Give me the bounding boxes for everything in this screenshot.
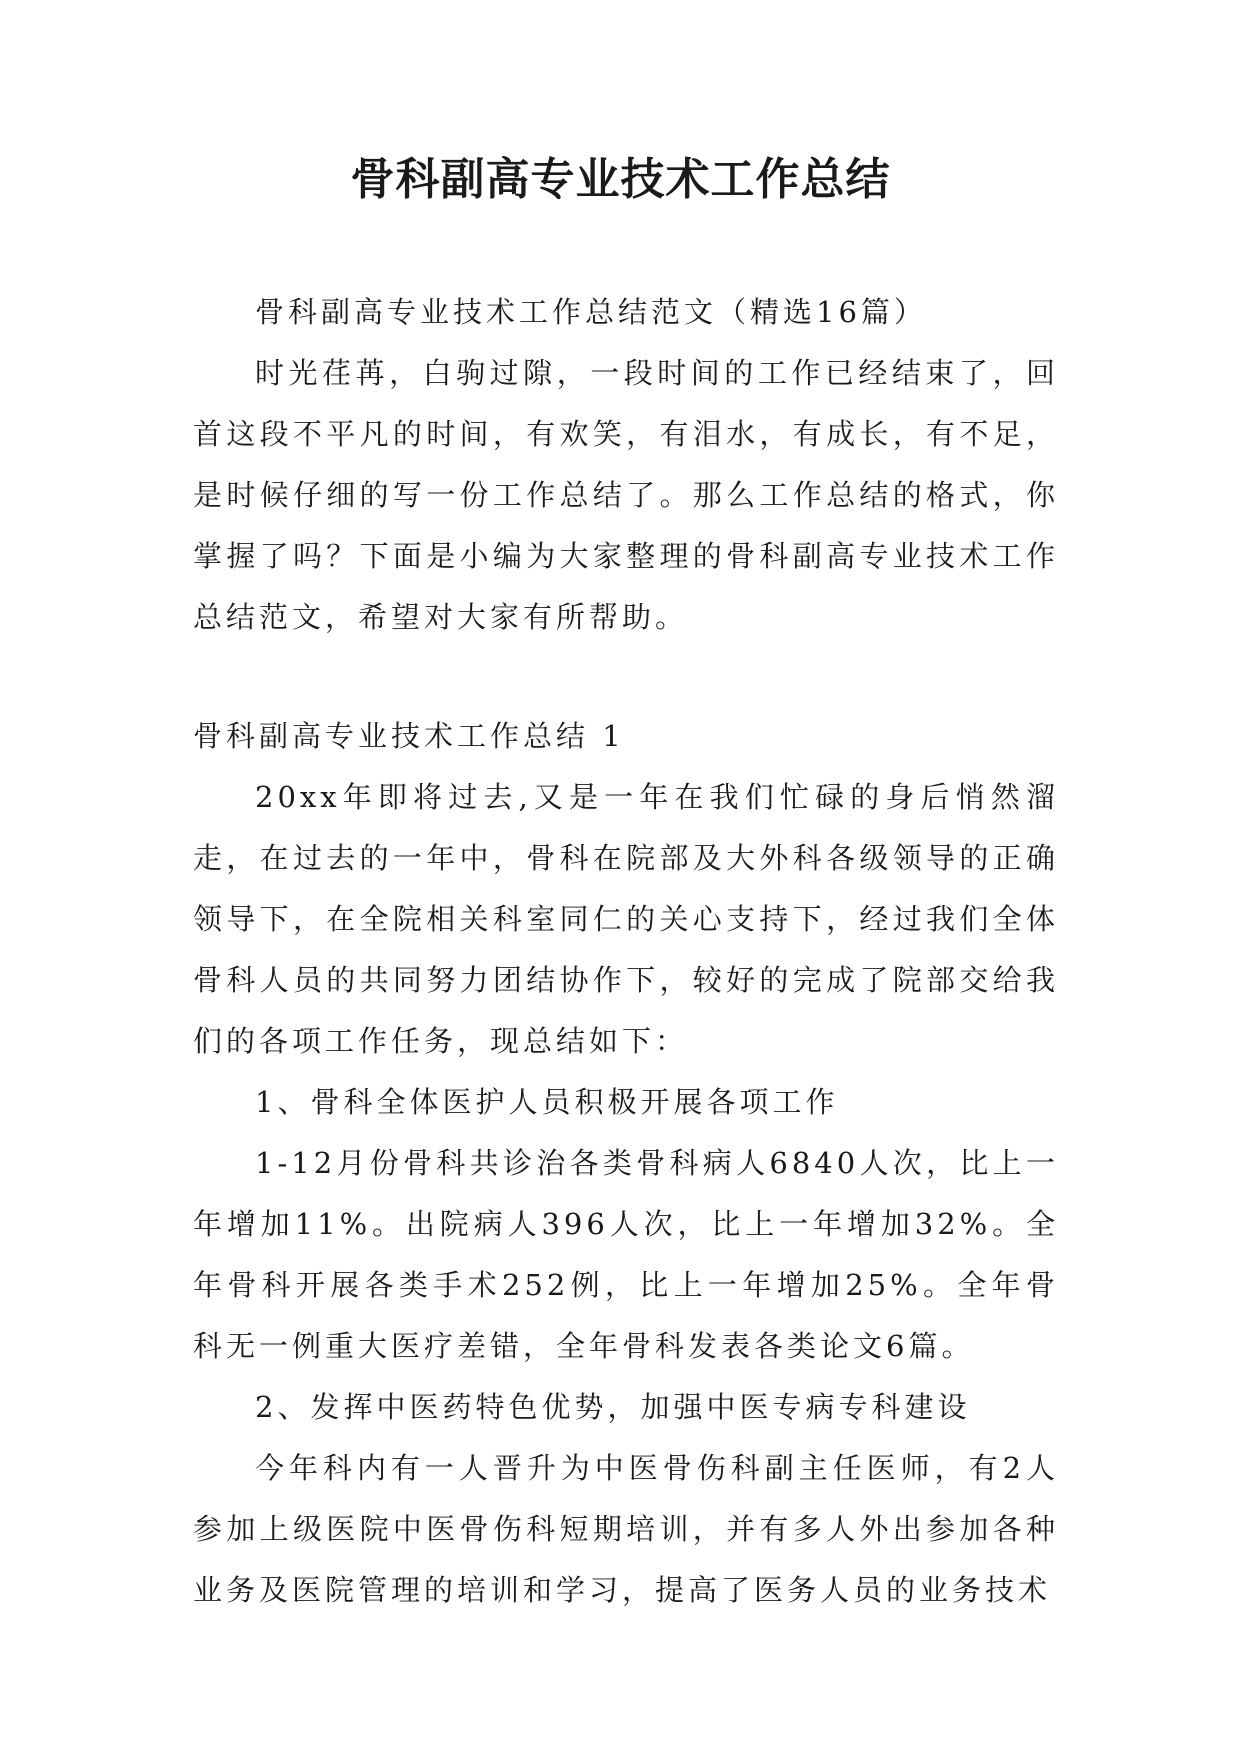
body-paragraph: 1-12月份骨科共诊治各类骨科病人6840人次，比上一年增加11%。出院病人396人次，比上一年增加32%。全年骨科开展各类手术252例，比上一年增加25%。全年骨科无一例重大医疗差错，全年骨科发表各类论文6篇。: [193, 1146, 1059, 1363]
body-paragraph: 今年科内有一人晋升为中医骨伤科副主任医师，有2人参加上级医院中医骨伤科短期培训，并有多人外出参加各种业务及医院管理的培训和学习，提高了医务人员的业务技术: [193, 1451, 1059, 1607]
intro-paragraph: 时光荏苒，白驹过隙，一段时间的工作已经结束了，回首这段不平凡的时间，有欢笑，有泪水，有成长，有不足，是时候仔细的写一份工作总结了。那么工作总结的格式，你掌握了吗？下面是小编为大家整理的骨科副高专业技术工作总结范文，希望对大家有所帮助。: [193, 356, 1059, 634]
subtitle: 骨科副高专业技术工作总结范文（精选16篇）: [255, 295, 927, 329]
body-paragraph: 1、骨科全体医护人员积极开展各项工作: [255, 1085, 839, 1119]
document-title: 骨科副高专业技术工作总结: [350, 154, 891, 205]
paragraph-gap: [193, 648, 1059, 706]
body-paragraph: 20xx年即将过去,又是一年在我们忙碌的身后悄然溜走，在过去的一年中，骨科在院部及大外科各级领导的正确领导下，在全院相关科室同仁的关心支持下，经过我们全体骨科人员的共同努力团结协作下，较好的完成了院部交给我们的各项工作任务，现总结如下：: [193, 780, 1059, 1058]
section-heading: 骨科副高专业技术工作总结 1: [193, 719, 625, 753]
document-body: [193, 282, 1059, 1621]
body-paragraph: 2、发挥中医药特色优势，加强中医专病专科建设: [255, 1390, 971, 1424]
